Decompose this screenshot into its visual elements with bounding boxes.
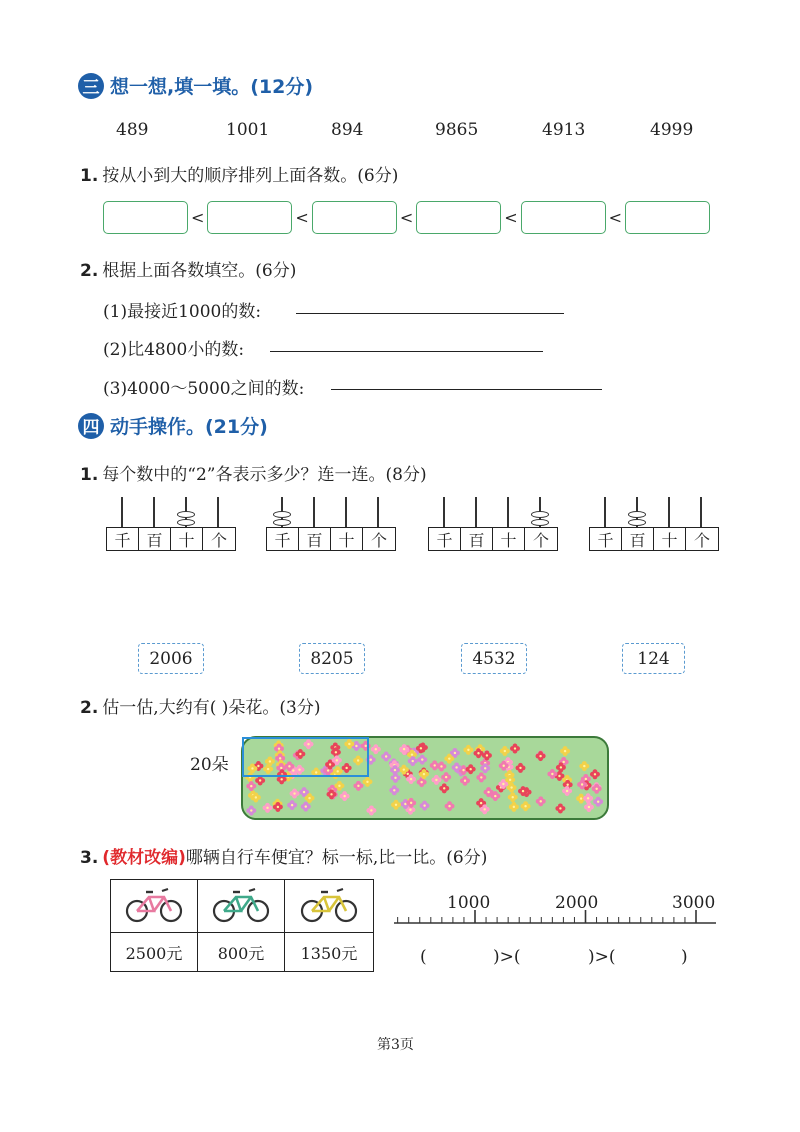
answer-number-2[interactable]: 8205: [299, 643, 365, 674]
place-label: 个: [370, 530, 387, 550]
bike-price-2: 800元: [198, 933, 285, 972]
page-number: 第3页: [377, 1037, 414, 1053]
answer-number-4[interactable]: 124: [622, 643, 685, 674]
abacus-3: [428, 497, 558, 553]
abacus-rod: [507, 497, 509, 527]
less-than-1: <: [191, 208, 205, 227]
twenty-flowers-label: 20朵: [190, 755, 229, 775]
abacus-rod: [121, 497, 123, 527]
bike-cell-1: [111, 880, 198, 933]
s3-q2-num: 2.: [80, 261, 99, 281]
s3-q1-num: 1.: [80, 166, 99, 186]
abacus-rod: [345, 497, 347, 527]
number-6: 4999: [650, 120, 694, 140]
section-3-badge: 三: [78, 73, 104, 99]
abacus-rod: [217, 497, 219, 527]
place-label: 百: [461, 528, 493, 550]
less-than-3: <: [399, 208, 414, 227]
compare-open: (: [420, 947, 427, 967]
place-label: 十: [331, 528, 363, 550]
abacus-rod: [377, 497, 379, 527]
scale-label-2000: 2000: [555, 893, 599, 913]
place-label: 个: [532, 530, 549, 550]
abacus-bead: [628, 511, 646, 518]
s4-q2: [80, 693, 320, 718]
s3-q2-text: 根据上面各数填空。(6分): [102, 261, 297, 281]
abacus-rod: [153, 497, 155, 527]
place-label: 千: [267, 528, 299, 550]
scale-label-1000: 1000: [447, 893, 491, 913]
abacus-rod: [668, 497, 670, 527]
place-label: 个: [693, 530, 710, 550]
abacus-rod: [313, 497, 315, 527]
number-2: 1001: [226, 120, 270, 140]
bicycle-icon-yellow: [299, 885, 359, 923]
s3-q2: [80, 256, 296, 281]
bike-price-table: [110, 879, 374, 972]
s4-q3-text: 哪辆自行车便宜？标一标,比一比。(6分): [185, 848, 488, 868]
section-4-header: [78, 412, 268, 439]
s3-q2-sub2: (2)比4800小的数:: [103, 340, 245, 360]
number-4: 9865: [435, 120, 479, 140]
abacus-2: [266, 497, 396, 553]
answer-line-1[interactable]: [296, 313, 564, 314]
s4-q2-text: 估一估,大约有( )朵花。(3分): [102, 698, 321, 718]
bike-price-3: 1350元: [285, 933, 374, 972]
answer-box-1[interactable]: [103, 201, 188, 234]
s3-q2-sub1: (1)最接近1000的数:: [103, 302, 262, 322]
number-3: 894: [331, 120, 364, 140]
answer-box-2[interactable]: [207, 201, 292, 234]
bike-price-1: 2500元: [111, 933, 198, 972]
abacus-rod: [604, 497, 606, 527]
bike-cell-2: [198, 880, 285, 933]
answer-line-3[interactable]: [331, 389, 602, 390]
less-than-2: <: [295, 208, 309, 227]
abacus-place-labels: [589, 527, 719, 551]
section-4-badge: 四: [78, 413, 104, 439]
s4-q2-num: 2.: [80, 698, 99, 718]
abacus-place-labels: [428, 527, 558, 551]
bicycle-icon-pink: [124, 885, 184, 923]
abacus-1: [106, 497, 236, 553]
s3-q1-text: 按从小到大的顺序排列上面各数。(6分): [102, 166, 399, 186]
abacus-bead: [273, 511, 291, 518]
section-3-header: [78, 72, 313, 99]
answer-line-2[interactable]: [270, 351, 543, 352]
abacus-bead: [273, 519, 291, 526]
place-label: 千: [107, 528, 139, 550]
bicycle-icon-teal: [211, 885, 271, 923]
place-label: 百: [622, 528, 654, 550]
section-3-title: 想一想,填一填。(12分): [110, 76, 314, 98]
compare-gt-1: )>(: [493, 947, 521, 967]
abacus-rod: [700, 497, 702, 527]
place-label: 千: [590, 528, 622, 550]
abacus-rod: [475, 497, 477, 527]
bike-cell-3: [285, 880, 374, 933]
place-label: 个: [210, 530, 227, 550]
abacus-bead: [177, 511, 195, 518]
section-4-title: 动手操作。(21分): [110, 416, 268, 438]
answer-number-3[interactable]: 4532: [461, 643, 527, 674]
less-than-5: <: [608, 208, 623, 227]
s4-q1: [80, 460, 427, 485]
textbook-adapted-tag: (教材改编): [102, 848, 186, 868]
abacus-bead: [177, 519, 195, 526]
abacus-bead: [628, 519, 646, 526]
s3-q1: [80, 161, 398, 186]
abacus-place-labels: [106, 527, 236, 551]
number-5: 4913: [542, 120, 586, 140]
abacus-4: [589, 497, 719, 553]
place-label: 十: [171, 528, 203, 550]
s4-q1-num: 1.: [80, 465, 99, 485]
answer-box-4[interactable]: [416, 201, 501, 234]
place-label: 千: [429, 528, 461, 550]
place-label: 百: [299, 528, 331, 550]
s4-q3-num: 3.: [80, 848, 99, 868]
compare-gt-2: )>(: [588, 947, 616, 967]
place-label: 十: [654, 528, 686, 550]
place-label: 百: [139, 528, 171, 550]
abacus-rod: [443, 497, 445, 527]
answer-box-3[interactable]: [312, 201, 397, 234]
answer-box-5[interactable]: [521, 201, 606, 234]
order-boxes: [103, 201, 710, 234]
place-label: 十: [493, 528, 525, 550]
number-1: 489: [116, 120, 149, 140]
answer-box-6[interactable]: [625, 201, 710, 234]
flower-bed-illustration: [240, 735, 610, 821]
scale-label-3000: 3000: [672, 893, 716, 913]
s4-q3: [80, 843, 487, 868]
less-than-4: <: [504, 208, 518, 227]
compare-close: ): [681, 947, 688, 967]
abacus-bead: [531, 511, 549, 518]
s4-q1-text: 每个数中的“2”各表示多少？连一连。(8分): [102, 465, 427, 485]
abacus-place-labels: [266, 527, 396, 551]
abacus-bead: [531, 519, 549, 526]
answer-number-1[interactable]: 2006: [138, 643, 204, 674]
s3-q2-sub3: (3)4000～5000之间的数:: [103, 379, 305, 399]
